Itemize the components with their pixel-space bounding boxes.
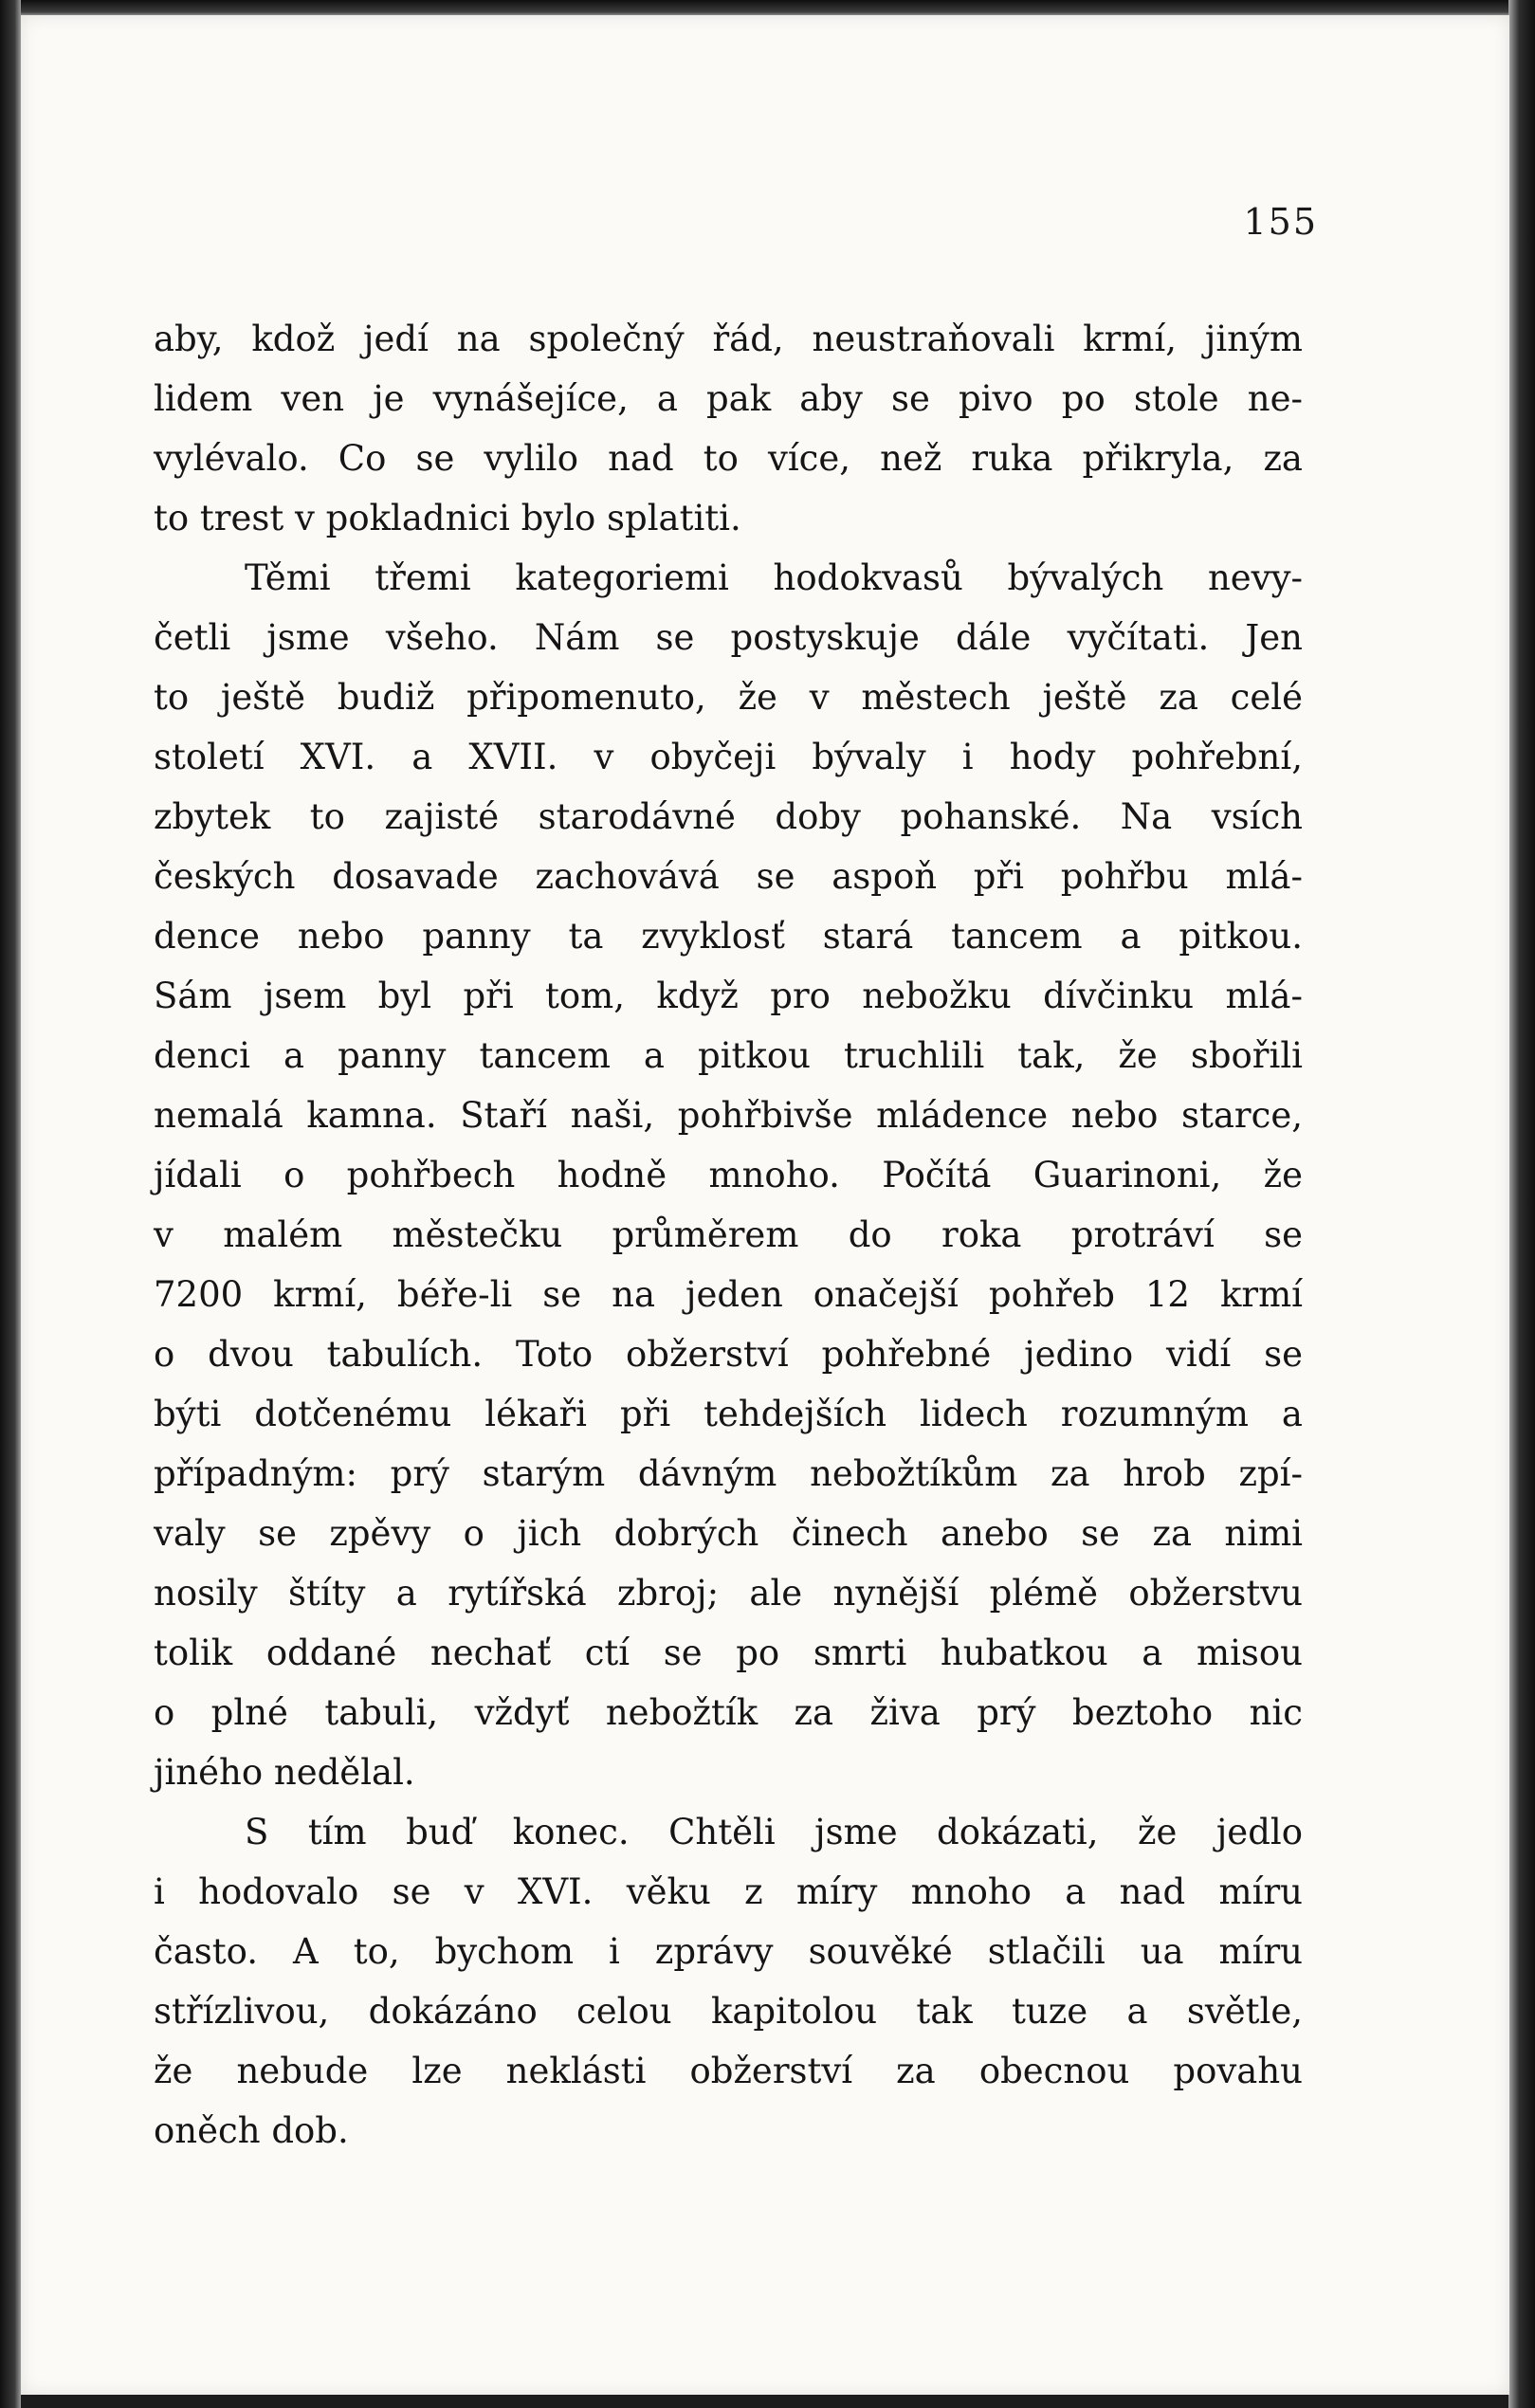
text-line: 7200 krmí, béře-li se na jeden onačejší pohřeb 12 krmí <box>154 1274 1303 1315</box>
text-line: nemalá kamna. Staří naši, pohřbivše mládence nebo starce, <box>154 1095 1303 1136</box>
text-line: i hodovalo se v XVI. věku z míry mnoho a nad míru <box>154 1871 1303 1912</box>
text-line: vylévalo. Co se vylilo nad to více, než ruka přikryla, za <box>154 438 1303 479</box>
text-line: že nebude lze neklásti obžerství za obecnou povahu <box>154 2051 1303 2091</box>
text-line: S tím buď konec. Chtěli jsme dokázati, že jedlo <box>245 1812 1303 1852</box>
text-line: o plné tabuli, vždyť nebožtík za živa prý beztoho nic <box>154 1692 1303 1733</box>
text-line: století XVI. a XVII. v obyčeji bývaly i hody pohřební, <box>154 737 1303 777</box>
text-line: valy se zpěvy o jich dobrých činech anebo se za nimi <box>154 1513 1303 1554</box>
text-line: dence nebo panny ta zvyklosť stará tancem a pitkou. <box>154 916 1303 957</box>
text-line: jídali o pohřbech hodně mnoho. Počítá Guarinoni, že <box>154 1155 1303 1195</box>
page-number: 155 <box>1243 201 1318 243</box>
text-line: českých dosavade zachovává se aspoň při pohřbu mlá- <box>154 856 1303 897</box>
text-line: aby, kdož jedí na společný řád, neustraňovali krmí, jiným <box>154 319 1303 359</box>
scan-edge-left <box>0 0 21 2408</box>
text-line: jiného nedělal. <box>154 1752 415 1793</box>
text-line: Sám jsem byl při tom, když pro nebožku dívčinku mlá- <box>154 976 1303 1016</box>
text-line: v malém městečku průměrem do roka protráví se <box>154 1214 1303 1255</box>
text-line: tolik oddané nechať ctí se po smrti hubatkou a misou <box>154 1633 1303 1673</box>
text-line: střízlivou, dokázáno celou kapitolou tak tuze a světle, <box>154 1991 1303 2032</box>
text-line: zbytek to zajisté starodávné doby pohanské. Na vsích <box>154 796 1303 837</box>
scan-edge-right <box>1508 0 1535 2408</box>
text-line: nosily štíty a rytířská zbroj; ale nynější plémě obžerstvu <box>154 1573 1303 1614</box>
body-text <box>154 309 1303 2161</box>
text-line: lidem ven je vynášejíce, a pak aby se pivo po stole ne- <box>154 378 1303 419</box>
text-line: oněch dob. <box>154 2110 349 2151</box>
text-line: případným: prý starým dávným nebožtíkům za hrob zpí- <box>154 1453 1303 1494</box>
text-line: četli jsme všeho. Nám se postyskuje dále vyčítati. Jen <box>154 617 1303 658</box>
text-line: to ještě budiž připomenuto, že v městech ještě za celé <box>154 677 1303 718</box>
text-line: o dvou tabulích. Toto obžerství pohřebné jedino vidí se <box>154 1334 1303 1375</box>
text-line: denci a panny tancem a pitkou truchlili tak, že sbořili <box>154 1035 1303 1076</box>
text-line: Těmi třemi kategoriemi hodokvasů bývalých nevy- <box>245 557 1303 598</box>
text-line: často. A to, bychom i zprávy souvěké stlačili ua míru <box>154 1931 1303 1972</box>
text-line: to trest v pokladnici bylo splatiti. <box>154 498 741 538</box>
text-line: býti dotčenému lékaři při tehdejších lidech rozumným a <box>154 1394 1303 1434</box>
